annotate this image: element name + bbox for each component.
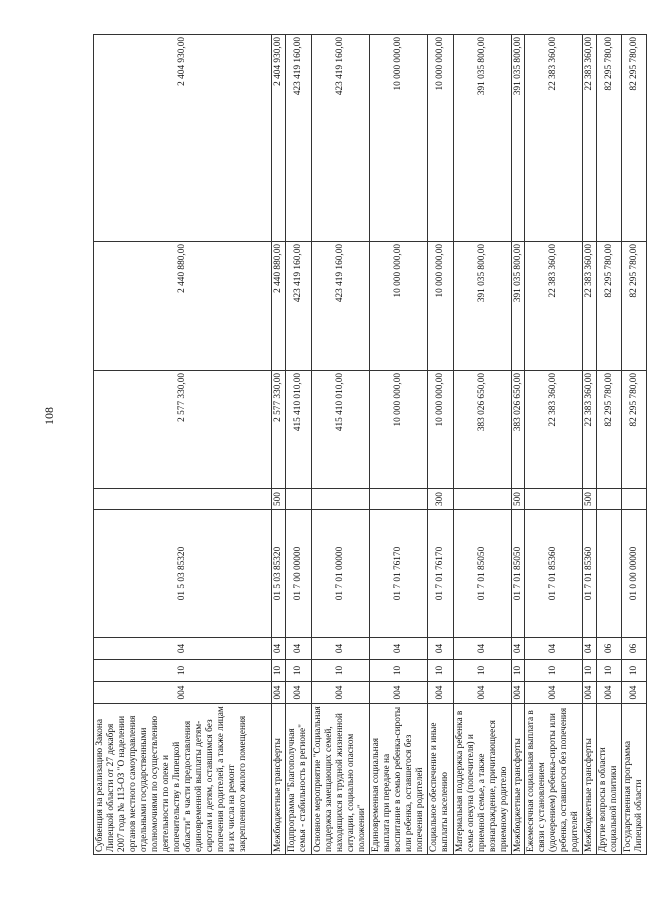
cell-name: Другие вопросы в области социальной политики (597, 704, 622, 855)
cell-section: 10 (597, 660, 622, 682)
table-row (427, 35, 453, 855)
cell-amount-1: 415 410 010,00 (311, 371, 369, 489)
cell-amount-1: 22 383 360,00 (525, 371, 583, 489)
cell-amount-1: 82 295 780,00 (622, 371, 647, 489)
cell-code: 004 (285, 682, 311, 704)
cell-amount-2: 423 419 160,00 (311, 242, 369, 371)
table-row (525, 35, 583, 855)
cell-amount-3: 22 383 360,00 (583, 35, 597, 242)
cell-expense-type: 500 (583, 489, 597, 510)
cell-expense-type (94, 489, 272, 510)
cell-expense-type: 300 (427, 489, 453, 510)
cell-amount-3: 423 419 160,00 (285, 35, 311, 242)
cell-amount-2: 10 000 000,00 (369, 242, 427, 371)
cell-amount-1: 415 410 010,00 (285, 371, 311, 489)
cell-code: 004 (525, 682, 583, 704)
cell-amount-2: 22 383 360,00 (583, 242, 597, 371)
table-row (583, 35, 597, 855)
cell-name: Субвенция на реализацию Закона Липецкой области от 27 декабря 2007 года № 113-ОЗ "О наделении органов местного самоуправления отдельными государственными полномочиями по осуществлению деятельности по опеке и попечительству в Липецкой области" в части предоставления единовременной выплаты детям-сиротам и детям, оставшимся без попечения родителей, а также лицам из их числа на ремонт закрепленного жилого помещения (94, 704, 272, 855)
cell-target-article: 01 7 00 00000 (285, 510, 311, 638)
cell-subsection: 04 (525, 638, 583, 660)
cell-expense-type (597, 489, 622, 510)
cell-code: 004 (583, 682, 597, 704)
cell-target-article: 01 7 01 85050 (453, 510, 511, 638)
cell-name: Материальная поддержка ребенка в семье опекуна (попечителя) и приемной семье, а также вознаграждение, причитающееся приемному родителю (453, 704, 511, 855)
budget-table-container (93, 35, 645, 855)
table-row (597, 35, 622, 855)
cell-amount-3: 423 419 160,00 (311, 35, 369, 242)
cell-subsection: 04 (511, 638, 525, 660)
cell-amount-2: 22 383 360,00 (525, 242, 583, 371)
cell-section: 10 (622, 660, 647, 682)
budget-table (93, 34, 647, 855)
cell-section: 10 (369, 660, 427, 682)
cell-code: 004 (427, 682, 453, 704)
cell-section: 10 (285, 660, 311, 682)
cell-subsection: 04 (453, 638, 511, 660)
cell-amount-2: 82 295 780,00 (597, 242, 622, 371)
cell-amount-1: 2 577 330,00 (94, 371, 272, 489)
cell-amount-2: 423 419 160,00 (285, 242, 311, 371)
cell-name: Межбюджетные трансферты (511, 704, 525, 855)
cell-code: 004 (272, 682, 286, 704)
cell-expense-type (285, 489, 311, 510)
cell-code: 004 (511, 682, 525, 704)
cell-subsection: 04 (369, 638, 427, 660)
cell-name: Межбюджетные трансферты (272, 704, 286, 855)
cell-amount-2: 391 035 800,00 (453, 242, 511, 371)
cell-subsection: 04 (311, 638, 369, 660)
cell-amount-3: 82 295 780,00 (622, 35, 647, 242)
cell-subsection: 04 (285, 638, 311, 660)
table-row (622, 35, 647, 855)
cell-amount-1: 82 295 780,00 (597, 371, 622, 489)
cell-subsection: 04 (427, 638, 453, 660)
cell-amount-1: 10 000 000,00 (427, 371, 453, 489)
cell-amount-2: 2 440 880,00 (272, 242, 286, 371)
cell-expense-type (311, 489, 369, 510)
cell-expense-type: 500 (272, 489, 286, 510)
cell-target-article (597, 510, 622, 638)
cell-amount-1: 383 026 650,00 (453, 371, 511, 489)
cell-subsection: 04 (583, 638, 597, 660)
cell-subsection: 06 (622, 638, 647, 660)
cell-amount-3: 10 000 000,00 (427, 35, 453, 242)
cell-amount-3: 2 404 930,00 (94, 35, 272, 242)
cell-expense-type (525, 489, 583, 510)
table-row (311, 35, 369, 855)
cell-section: 10 (272, 660, 286, 682)
cell-code: 004 (622, 682, 647, 704)
cell-section: 10 (525, 660, 583, 682)
cell-name: Межбюджетные трансферты (583, 704, 597, 855)
cell-target-article: 01 5 03 85320 (94, 510, 272, 638)
cell-target-article: 01 7 01 76170 (369, 510, 427, 638)
cell-section: 10 (511, 660, 525, 682)
cell-target-article: 01 0 00 00000 (622, 510, 647, 638)
cell-amount-3: 391 035 800,00 (511, 35, 525, 242)
cell-target-article: 01 7 01 85360 (525, 510, 583, 638)
cell-amount-1: 22 383 360,00 (583, 371, 597, 489)
table-row (453, 35, 511, 855)
cell-expense-type (622, 489, 647, 510)
cell-name: Ежемесячная социальная выплата в связи с установлением (удочерением) ребенка-сироты или ребенка, оставшегося без попечения родителей (525, 704, 583, 855)
cell-code: 004 (453, 682, 511, 704)
cell-amount-1: 10 000 000,00 (369, 371, 427, 489)
cell-expense-type: 500 (511, 489, 525, 510)
cell-name: Социальное обеспечение и иные выплаты населению (427, 704, 453, 855)
cell-subsection: 04 (94, 638, 272, 660)
cell-name: Единовременная социальная выплата при передаче на воспитание в семью ребенка-сироты или ребенка, оставшегося без попечения родителей (369, 704, 427, 855)
cell-name: Основное мероприятие "Социальная поддержка замещающих семей, находящихся в трудной жизненной ситуации, социально опасном положении" (311, 704, 369, 855)
table-row (94, 35, 272, 855)
cell-amount-3: 22 383 360,00 (525, 35, 583, 242)
cell-amount-3: 2 404 930,00 (272, 35, 286, 242)
table-row (272, 35, 286, 855)
cell-code: 004 (597, 682, 622, 704)
cell-section: 10 (94, 660, 272, 682)
cell-amount-1: 383 026 650,00 (511, 371, 525, 489)
cell-amount-2: 391 035 800,00 (511, 242, 525, 371)
table-row (369, 35, 427, 855)
cell-subsection: 06 (597, 638, 622, 660)
cell-target-article: 01 7 01 85360 (583, 510, 597, 638)
cell-expense-type (369, 489, 427, 510)
cell-code: 004 (94, 682, 272, 704)
cell-name: Государственная программа Липецкой области (622, 704, 647, 855)
cell-target-article: 01 7 01 00000 (311, 510, 369, 638)
cell-amount-1: 2 577 330,00 (272, 371, 286, 489)
cell-section: 10 (583, 660, 597, 682)
cell-amount-2: 10 000 000,00 (427, 242, 453, 371)
cell-amount-3: 82 295 780,00 (597, 35, 622, 242)
cell-target-article: 01 7 01 85050 (511, 510, 525, 638)
cell-subsection: 04 (272, 638, 286, 660)
cell-code: 004 (311, 682, 369, 704)
table-row (285, 35, 311, 855)
cell-target-article: 01 7 01 76170 (427, 510, 453, 638)
cell-amount-3: 10 000 000,00 (369, 35, 427, 242)
cell-section: 10 (453, 660, 511, 682)
cell-target-article: 01 5 03 85320 (272, 510, 286, 638)
cell-expense-type (453, 489, 511, 510)
cell-section: 10 (311, 660, 369, 682)
cell-amount-2: 82 295 780,00 (622, 242, 647, 371)
cell-amount-3: 391 035 800,00 (453, 35, 511, 242)
cell-section: 10 (427, 660, 453, 682)
table-row (511, 35, 525, 855)
cell-code: 004 (369, 682, 427, 704)
cell-name: Подпрограмма "Благополучная семья - стабильность в регионе" (285, 704, 311, 855)
cell-amount-2: 2 440 880,00 (94, 242, 272, 371)
page-number: 108 (42, 407, 56, 425)
